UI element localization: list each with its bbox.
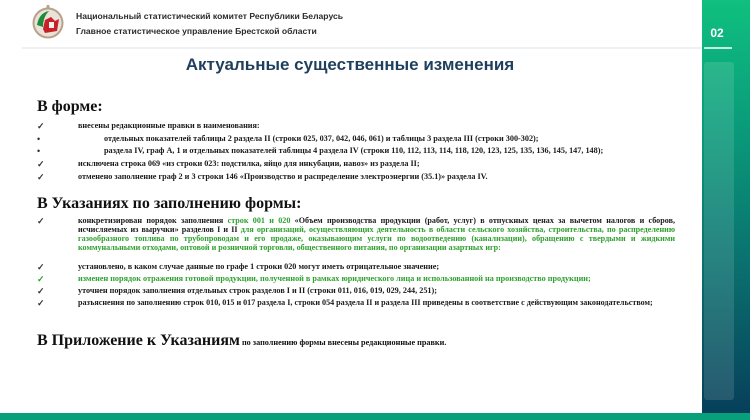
section-heading-instructions: В Указаниях по заполнению формы: <box>37 195 302 212</box>
list-item-text: уточнен порядок заполнения отдельных строк разделов I и II (строки 011, 016, 019, 029, 244, 251); <box>78 286 437 295</box>
list-item-text: изменен порядок отражения готовой продукции, полученной в рамках юридического лица и использованной на производство продукции; <box>78 274 591 283</box>
org-name-line2: Главное статистическое управление Брестской области <box>76 26 317 36</box>
slide-number: 02 <box>710 26 724 40</box>
checkmark-icon: ✓ <box>37 262 45 272</box>
appendix-note: по заполнению формы внесены редакционные правки. <box>239 338 447 347</box>
checkmark-icon: ✓ <box>37 286 45 296</box>
checkmark-icon: ✓ <box>37 274 45 284</box>
section-heading-appendix: В Приложение к Указаниям по заполнению формы внесены редакционные правки. <box>37 332 447 349</box>
list-item-text: исключена строка 069 «из строки 023: подстилка, яйцо для инкубации, навоз» из раздела II; <box>78 159 420 168</box>
list-item-text: конкретизирован порядок заполнения строк 001 и 020 «Объем производства продукции (работ, услуг) в отпускных ценах за вычетом налогов и сборов, исчисляемых из выручки» разделов I и II для организаций, осуществляющих деятельность в области сельского хозяйства, строительства, по распределению газообразного топлива по трубопроводам и его продаже, оказывающим услуги по водоотведению (канализации), обращению с твердыми и жидкими коммунальными отходами, оптовой и розничной торговли, общественного питания, по организации азартных игр: <box>78 216 675 252</box>
checkmark-icon: ✓ <box>37 121 45 131</box>
list-item-text: раздела IV, граф А, 1 и отдельных показателей таблицы 4 раздела IV (строки 110, 112, 113, 114, 118, 120, 123, 125, 135, 136, 145, 147, 148); <box>104 146 604 155</box>
bullet-icon: • <box>37 146 41 156</box>
header <box>0 0 700 48</box>
page-title: Актуальные существенные изменения <box>185 55 515 74</box>
bullet-icon: • <box>37 134 41 144</box>
highlight-text: строк 001 и 020 <box>227 216 291 225</box>
checkmark-icon: ✓ <box>37 159 45 169</box>
highlight-text: для организаций, осуществляющих деятельность в области сельского хозяйства, строительства, по распределению газообразного топлива по трубопроводам и его продаже, оказывающим услуги по водоотведению (канализации), обращению с твердыми и жидкими коммунальными отходами, оптовой и розничной торговли, общественного питания, по организации азартных игр: <box>78 225 675 252</box>
sidebar <box>702 0 750 413</box>
list-item-text: установлено, в каком случае данные по графе 1 строки 020 могут иметь отрицательное значение; <box>78 262 440 271</box>
list-item-text: отдельных показателей таблицы 2 раздела II (строки 025, 037, 042, 046, 061) и таблицы 3 раздела III (строки 300-302); <box>104 134 539 143</box>
list-item-text: разъяснения по заполнению строк 010, 015 и 017 раздела I, строки 054 раздела II и раздела III приведены в соответствие с действующим законодательством; <box>78 298 653 307</box>
checkmark-icon: ✓ <box>37 216 45 226</box>
checkmark-icon: ✓ <box>37 298 45 308</box>
slide-number-underline <box>704 47 732 49</box>
section-heading-form: В форме: <box>37 98 103 115</box>
checkmark-icon: ✓ <box>37 172 45 182</box>
list-item-text: отменено заполнение граф 2 и 3 строки 146 «Производство и распределение электроэнергии (35.1)» раздела IV. <box>78 172 488 181</box>
org-name-line1: Национальный статистический комитет Республики Беларусь <box>76 11 344 21</box>
header-divider <box>22 47 702 49</box>
bottom-accent-bar <box>0 413 750 420</box>
sidebar-panel <box>704 62 734 400</box>
belstat-emblem-icon <box>31 3 65 41</box>
list-item-text: внесены редакционные правки в наименования: <box>78 121 260 130</box>
